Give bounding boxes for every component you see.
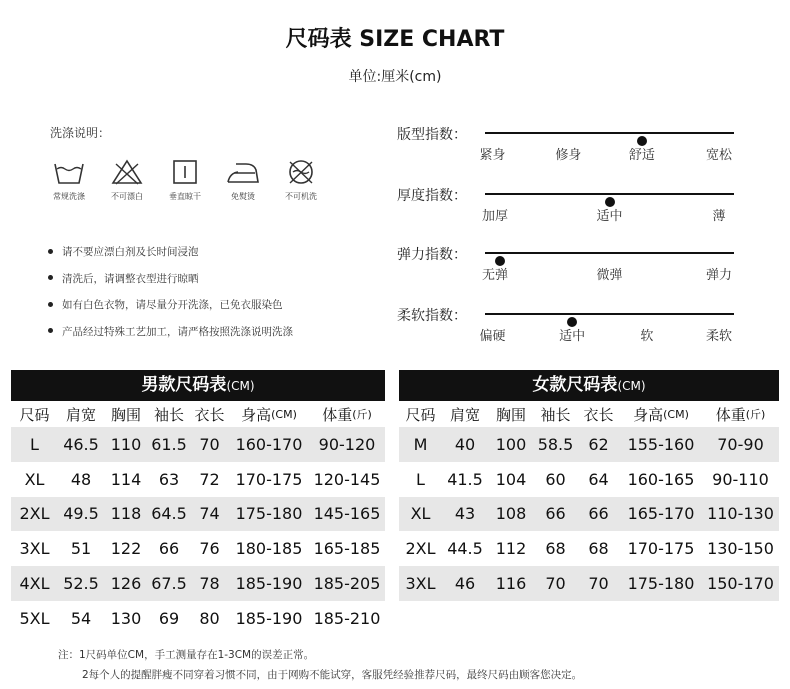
table-cell: 66 <box>588 504 609 524</box>
table-cell: 67.5 <box>151 574 187 594</box>
table-cell: 44.5 <box>447 539 483 559</box>
table-cell: 68 <box>545 539 566 559</box>
table-cell: 62 <box>588 434 609 454</box>
table-cell: 66 <box>158 539 180 559</box>
column-header: 身高 (CM) <box>633 405 689 424</box>
table-cell: 100 <box>495 434 527 454</box>
table-cell: 2XL <box>19 504 50 524</box>
table-cell: 112 <box>495 539 527 559</box>
table-cell: 155-160 <box>627 434 695 454</box>
men-size-table <box>11 370 385 636</box>
column-header: 肩宽 <box>65 405 96 424</box>
table-cell: 90-120 <box>318 434 376 454</box>
table-cell: 165-170 <box>627 504 695 524</box>
table-cell: 165-185 <box>313 539 381 559</box>
table-cell: 122 <box>110 539 142 559</box>
table-cell: 104 <box>495 469 527 489</box>
table-cell: 126 <box>110 574 142 594</box>
table-row <box>399 427 779 462</box>
table-cell: 72 <box>199 469 220 489</box>
thickness-index: 厚度指数： 加厚 适中 薄 <box>397 185 742 235</box>
table-cell: 48 <box>70 469 92 489</box>
column-header: 身高 (CM) <box>241 405 297 424</box>
table-cell: 52.5 <box>63 574 99 594</box>
column-header: 体重 (斤) <box>322 405 372 424</box>
table-cell: 130 <box>110 608 142 628</box>
column-header: 袖长 <box>153 405 184 424</box>
table-cell: 54 <box>70 608 92 628</box>
table-cell: 170-175 <box>235 469 303 489</box>
table-cell: 4XL <box>19 574 50 594</box>
table-cell: 64.5 <box>151 504 187 524</box>
washing-icons <box>40 158 330 218</box>
list-item: 如有白色衣物，请尽量分开洗涤，已免衣服染色 <box>48 297 293 324</box>
table-cell: 185-210 <box>313 608 381 628</box>
column-header: 衣长 <box>583 405 614 424</box>
table-cell: 70 <box>545 574 566 594</box>
unit-subtitle: 单位:厘米(cm) <box>348 69 442 85</box>
normal-wash-icon: 常规洗涤 <box>40 158 98 202</box>
elasticity-index: 弹力指数： 无弹 微弹 弹力 <box>397 247 733 283</box>
table-row <box>11 531 385 566</box>
softness-index: 柔软指数： 偏硬 适中 软 柔软 <box>397 308 733 344</box>
table-cell: 185-190 <box>235 608 303 628</box>
table-cell: XL <box>410 504 431 524</box>
table-cell: 118 <box>110 504 142 524</box>
table-cell: 70 <box>588 574 609 594</box>
table-cell: 5XL <box>19 608 50 628</box>
table-cell: 78 <box>199 574 220 594</box>
women-size-table <box>399 370 779 601</box>
table-cell: 145-165 <box>313 504 381 524</box>
table-cell: 175-180 <box>235 504 303 524</box>
men-table-title: 男款尺码表(CM) <box>11 370 385 401</box>
column-header: 尺码 <box>405 405 436 424</box>
table-cell: 40 <box>454 434 476 454</box>
list-item: 清洗后，请调整衣型进行晾晒 <box>48 271 293 298</box>
table-cell: 130-150 <box>707 539 774 559</box>
no-bleach-icon: 不可漂白 <box>98 158 156 202</box>
table-row <box>11 427 385 462</box>
table-cell: 3XL <box>405 574 436 594</box>
table-row <box>11 566 385 601</box>
table-row <box>399 462 779 497</box>
table-cell: 64 <box>588 469 609 489</box>
table-cell: 160-170 <box>235 434 303 454</box>
table-cell: 90-110 <box>712 469 769 489</box>
table-header-row <box>11 401 385 427</box>
no-machine-wash-icon: 不可机洗 <box>272 158 330 202</box>
table-cell: M <box>413 434 428 454</box>
fit-index: 版型指数： 紧身 修身 舒适 宽松 <box>397 127 733 163</box>
column-header: 尺码 <box>19 405 50 424</box>
table-cell: 120-145 <box>313 469 381 489</box>
table-row <box>11 601 385 636</box>
hang-dry-icon: 垂直晾干 <box>156 158 214 202</box>
table-cell: 110 <box>110 434 142 454</box>
table-cell: 2XL <box>405 539 436 559</box>
column-header: 袖长 <box>540 405 571 424</box>
table-row <box>399 566 779 601</box>
table-row <box>11 462 385 497</box>
table-cell: 76 <box>199 539 220 559</box>
table-cell: 160-165 <box>627 469 695 489</box>
table-cell: 63 <box>158 469 180 489</box>
table-cell: 80 <box>199 608 220 628</box>
table-cell: 41.5 <box>447 469 483 489</box>
table-cell: 74 <box>199 504 220 524</box>
table-cell: XL <box>24 469 45 489</box>
table-cell: 175-180 <box>627 574 695 594</box>
table-cell: 70 <box>199 434 220 454</box>
table-cell: 110-130 <box>707 504 774 524</box>
table-cell: 114 <box>110 469 142 489</box>
table-cell: 68 <box>588 539 609 559</box>
table-cell: 185-190 <box>235 574 303 594</box>
list-item: 产品经过特殊工艺加工，请严格按照洗涤说明洗涤 <box>48 324 293 351</box>
table-cell: 61.5 <box>151 434 187 454</box>
table-row <box>11 497 385 532</box>
washing-notes <box>48 244 293 350</box>
column-header: 体重 (斤) <box>715 405 766 424</box>
table-cell: 49.5 <box>63 504 99 524</box>
footer-note-2: 2每个人的提醒胖瘦不同穿着习惯不同，由于网购不能试穿，客服凭经验推荐尺码，最终尺码由顾客您决定。 <box>82 669 583 681</box>
table-cell: 43 <box>454 504 476 524</box>
page-title: 尺码表 SIZE CHART <box>285 27 505 52</box>
table-cell: 70-90 <box>717 434 764 454</box>
women-table-title: 女款尺码表(CM) <box>399 370 779 401</box>
table-cell: 3XL <box>19 539 50 559</box>
table-cell: 185-205 <box>313 574 381 594</box>
table-cell: 46.5 <box>63 434 99 454</box>
table-cell: L <box>416 469 425 489</box>
table-row <box>399 497 779 532</box>
column-header: 胸围 <box>495 405 526 424</box>
table-cell: L <box>30 434 39 454</box>
table-cell: 170-175 <box>627 539 695 559</box>
column-header: 胸围 <box>110 405 141 424</box>
table-cell: 60 <box>545 469 566 489</box>
list-item: 请不要应漂白剂及长时间浸泡 <box>48 244 293 271</box>
table-cell: 116 <box>495 574 527 594</box>
table-row <box>399 531 779 566</box>
table-cell: 51 <box>70 539 92 559</box>
table-cell: 46 <box>454 574 476 594</box>
table-cell: 58.5 <box>537 434 574 454</box>
table-cell: 66 <box>545 504 566 524</box>
table-cell: 180-185 <box>235 539 303 559</box>
table-cell: 69 <box>158 608 180 628</box>
no-iron-icon: 免熨烫 <box>214 158 272 202</box>
table-cell: 150-170 <box>707 574 774 594</box>
column-header: 衣长 <box>194 405 225 424</box>
table-header-row <box>399 401 779 427</box>
footer-note-1: 注：1尺码单位CM，手工测量存在1-3CM的误差正常。 <box>58 649 315 661</box>
column-header: 肩宽 <box>449 405 480 424</box>
table-cell: 108 <box>495 504 527 524</box>
washing-title: 洗涤说明： <box>50 126 111 140</box>
